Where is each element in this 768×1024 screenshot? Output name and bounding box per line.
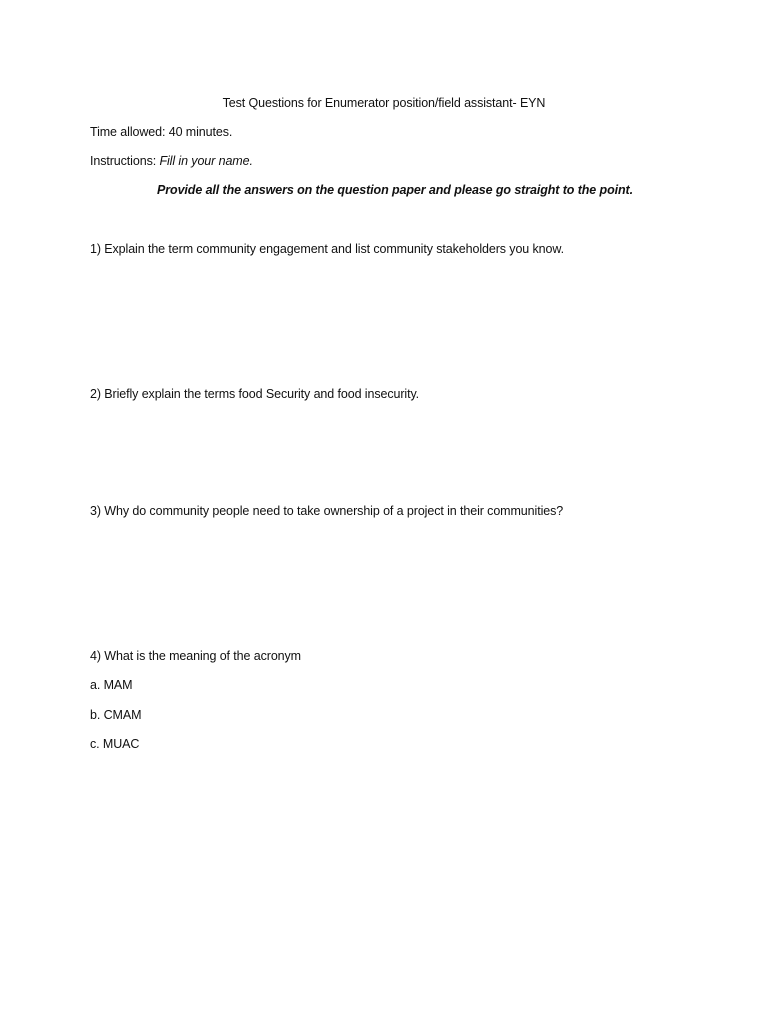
acronym-option-c: c. MUAC bbox=[90, 737, 140, 751]
acronym-option-b: b. CMAM bbox=[90, 708, 142, 722]
question-4: 4) What is the meaning of the acronym bbox=[90, 649, 301, 663]
instructions-text: Fill in your name. bbox=[159, 154, 253, 168]
document-title: Test Questions for Enumerator position/field assistant- EYN bbox=[222, 96, 546, 110]
question-1: 1) Explain the term community engagement and list community stakeholders you know. bbox=[90, 242, 564, 256]
acronym-option-a: a. MAM bbox=[90, 678, 133, 692]
question-2: 2) Briefly explain the terms food Security and food insecurity. bbox=[90, 387, 420, 401]
time-allowed: Time allowed: 40 minutes. bbox=[90, 125, 233, 139]
question-3: 3) Why do community people need to take ownership of a project in their communities? bbox=[90, 504, 564, 518]
provide-note: Provide all the answers on the question paper and please go straight to the point. bbox=[157, 183, 633, 197]
instructions bbox=[90, 153, 253, 169]
instructions-label: Instructions: bbox=[90, 154, 160, 168]
